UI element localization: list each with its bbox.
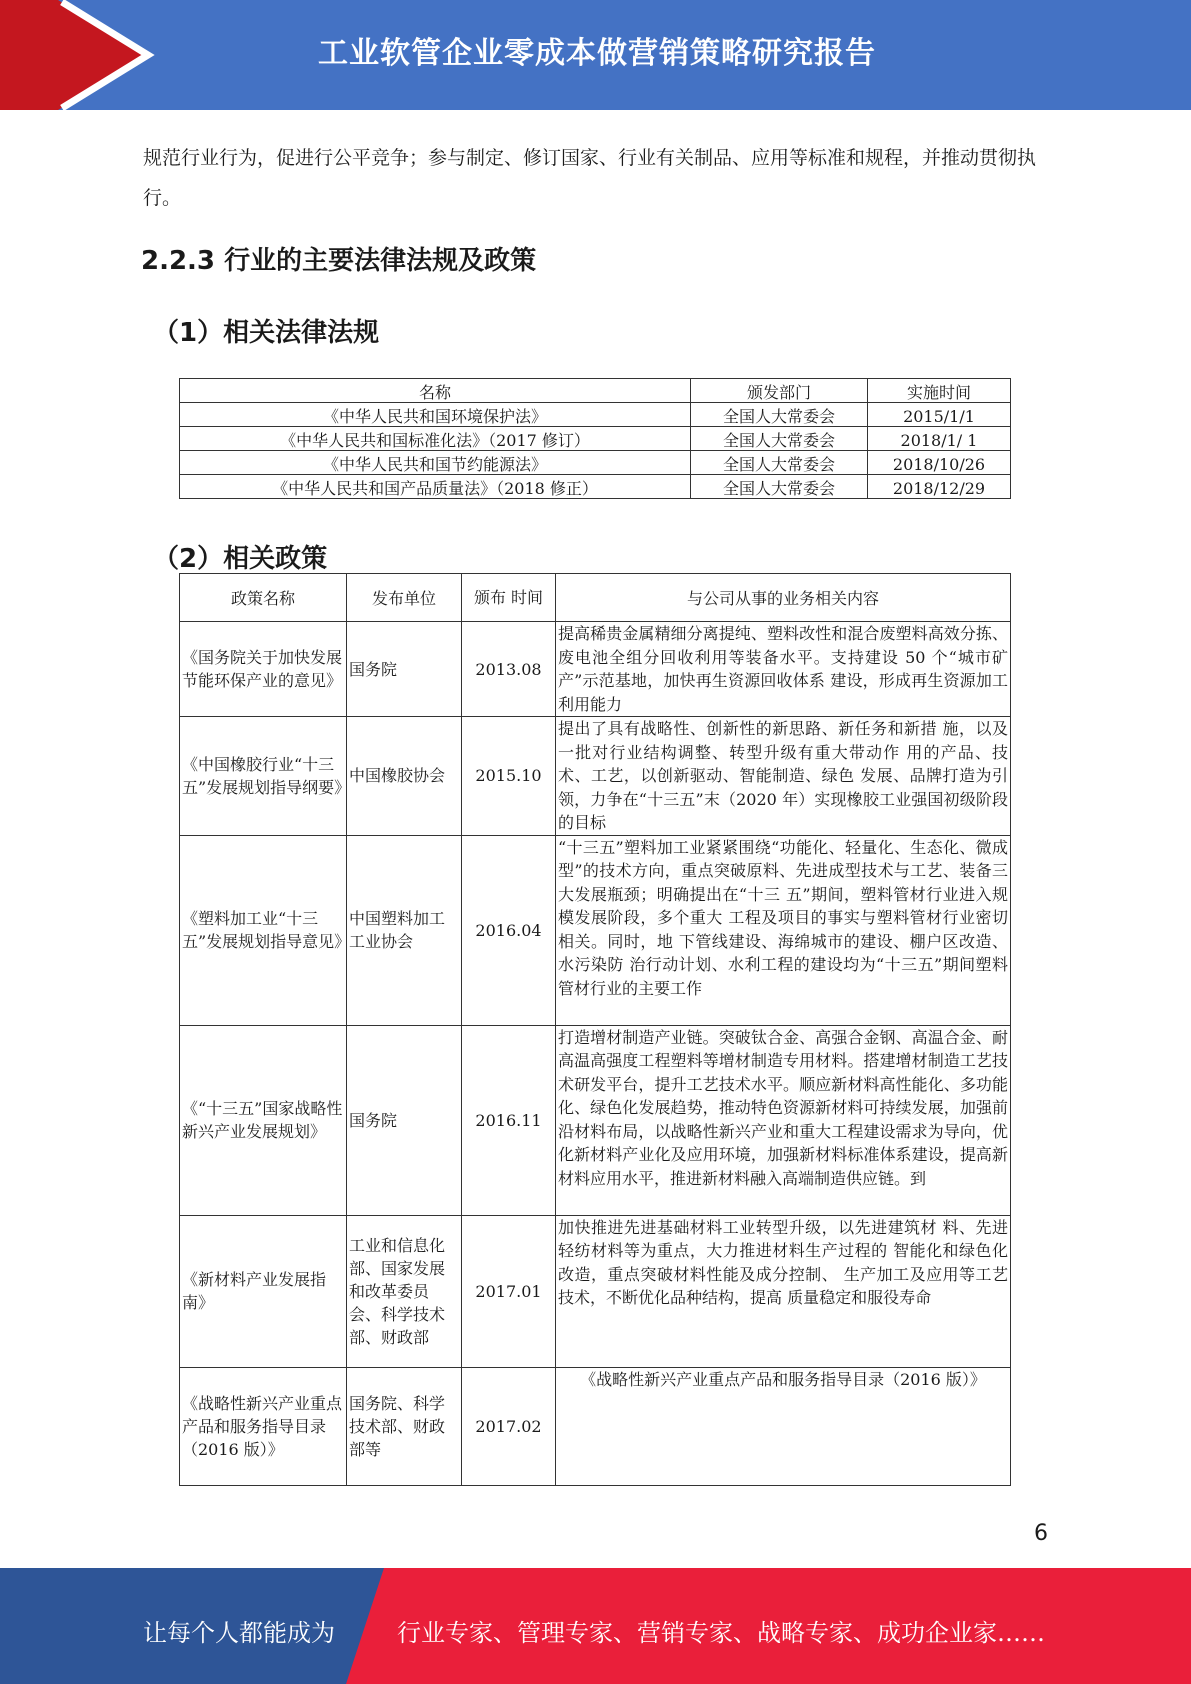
policy-org: 中国橡胶协会 [347,717,462,836]
policy-content: “十三五”塑料加工业紧紧围绕“功能化、轻量化、生态化、微成型”的技术方向，重点突破原料、先进成型技术与工艺、装备三大发展瓶颈；明确提出在“十三 五”期间，塑料管材行业进入规模发展阶段，多个重大 工程及项目的事实与塑料管材行业密切相关。同时，地 下管线建设、海绵城市的建设、棚户区改造、水污染防 治行动计划、水利工程的建设均为“十三五”期间塑料 管材行业的主要工作 [556,835,1011,1025]
table-row [180,427,1011,451]
policy-header-row [180,574,1011,622]
policy-name: 《战略性新兴产业重点产品和服务指导目录（2016 版）》 [180,1367,347,1485]
laws-header-dept: 颁发部门 [691,379,868,403]
policy-date: 2015.10 [462,717,556,836]
policy-org: 国务院 [347,1025,462,1215]
policy-content: 加快推进先进基础材料工业转型升级，以先进建筑材 料、先进轻纺材料等为重点，大力推进材料生产过程的 智能化和绿色化改造，重点突破材料性能及成分控制、 生产加工及应用等工艺技术，不断优化品种结构，提高 质量稳定和服役寿命 [556,1215,1011,1367]
policy-date: 2016.04 [462,835,556,1025]
header-banner [0,0,1191,110]
policy-org: 国务院 [347,622,462,717]
policy-header-org: 发布单位 [347,574,462,622]
policy-org: 国务院、科学技术部、财政部等 [347,1367,462,1485]
laws-heading: （1）相关法律法规 [153,318,380,348]
table-row [180,1025,1011,1215]
laws-header-name: 名称 [180,379,691,403]
section-title: 2.2.3 行业的主要法律法规及政策 [141,246,537,276]
law-dept: 全国人大常委会 [691,475,868,499]
footer-banner [0,1568,1191,1684]
table-row [180,835,1011,1025]
laws-header-row [180,379,1011,403]
page-number: 6 [1034,1521,1048,1546]
law-date: 2018/10/26 [868,451,1011,475]
table-row [180,403,1011,427]
table-row [180,1367,1011,1485]
policy-content: 提高稀贵金属精细分离提纯、塑料改性和混合废塑料高效分拣、废电池全组分回收利用等装备水平。支持建设 50 个“城市矿产”示范基地，加快再生资源回收体系 建设，形成再生资源加工利用能力 [556,622,1011,717]
law-date: 2015/1/1 [868,403,1011,427]
policy-content: 打造增材制造产业链。突破钛合金、高强合金钢、高温合金、耐高温高强度工程塑料等增材制造专用材料。搭建增材制造工艺技术研发平台，提升工艺技术水平。顺应新材料高性能化、多功能化、绿色化发展趋势，推动特色资源新材料可持续发展，加强前沿材料布局，以战略性新兴产业和重大工程建设需求为导向，优化新材料产业化及应用环境，加强新材料标准体系建设，提高新材料应用水平，推进新材料融入高端制造供应链。到 [556,1025,1011,1215]
footer-slogan-left: 让每个人都能成为 [143,1619,335,1647]
policy-content: 提出了具有战略性、创新性的新思路、新任务和新措 施，以及一批对行业结构调整、转型升级有重大带动作 用的产品、技术、工艺，以创新驱动、智能制造、绿色 发展、品牌打造为引领，力争在“十三五”末（2020 年）实现橡胶工业强国初级阶段的目标 [556,717,1011,836]
policy-date: 2016.11 [462,1025,556,1215]
laws-table [179,378,1011,499]
policy-name: 《中国橡胶行业“十三五”发展规划指导纲要》 [180,717,347,836]
policy-header-name: 政策名称 [180,574,347,622]
policy-name: 《“十三五”国家战略性新兴产业发展规划》 [180,1025,347,1215]
policy-date: 2013.08 [462,622,556,717]
policy-date: 2017.01 [462,1215,556,1367]
law-date: 2018/1/ 1 [868,427,1011,451]
law-dept: 全国人大常委会 [691,451,868,475]
law-name: 《中华人民共和国环境保护法》 [180,403,691,427]
policy-content: 《战略性新兴产业重点产品和服务指导目录（2016 版）》 [556,1367,1011,1485]
policy-header-date: 颁布 时间 [462,574,556,622]
footer-slogan-right: 行业专家、管理专家、营销专家、战略专家、成功企业家…… [397,1619,1045,1647]
table-row [180,1215,1011,1367]
table-row [180,451,1011,475]
law-name: 《中华人民共和国节约能源法》 [180,451,691,475]
law-date: 2018/12/29 [868,475,1011,499]
table-row [180,622,1011,717]
policy-org: 工业和信息化部、国家发展和改革委员会、科学技术部、财政部 [347,1215,462,1367]
policy-header-content: 与公司从事的业务相关内容 [556,574,1011,622]
policy-table [179,573,1011,1486]
table-row [180,717,1011,836]
law-dept: 全国人大常委会 [691,427,868,451]
policy-heading: （2）相关政策 [153,544,328,574]
policy-org: 中国塑料加工工业协会 [347,835,462,1025]
report-title: 工业软管企业零成本做营销策略研究报告 [318,36,876,71]
intro-paragraph: 规范行业行为，促进行公平竞争；参与制定、修订国家、行业有关制品、应用等标准和规程，并推动贯彻执行。 [143,147,1037,209]
laws-header-date: 实施时间 [868,379,1011,403]
table-row [180,475,1011,499]
law-dept: 全国人大常委会 [691,403,868,427]
policy-name: 《新材料产业发展指南》 [180,1215,347,1367]
policy-name: 《塑料加工业“十三五”发展规划指导意见》 [180,835,347,1025]
policy-date: 2017.02 [462,1367,556,1485]
law-name: 《中华人民共和国产品质量法》（2018 修正） [180,475,691,499]
law-name: 《中华人民共和国标准化法》（2017 修订） [180,427,691,451]
policy-name: 《国务院关于加快发展节能环保产业的意见》 [180,622,347,717]
